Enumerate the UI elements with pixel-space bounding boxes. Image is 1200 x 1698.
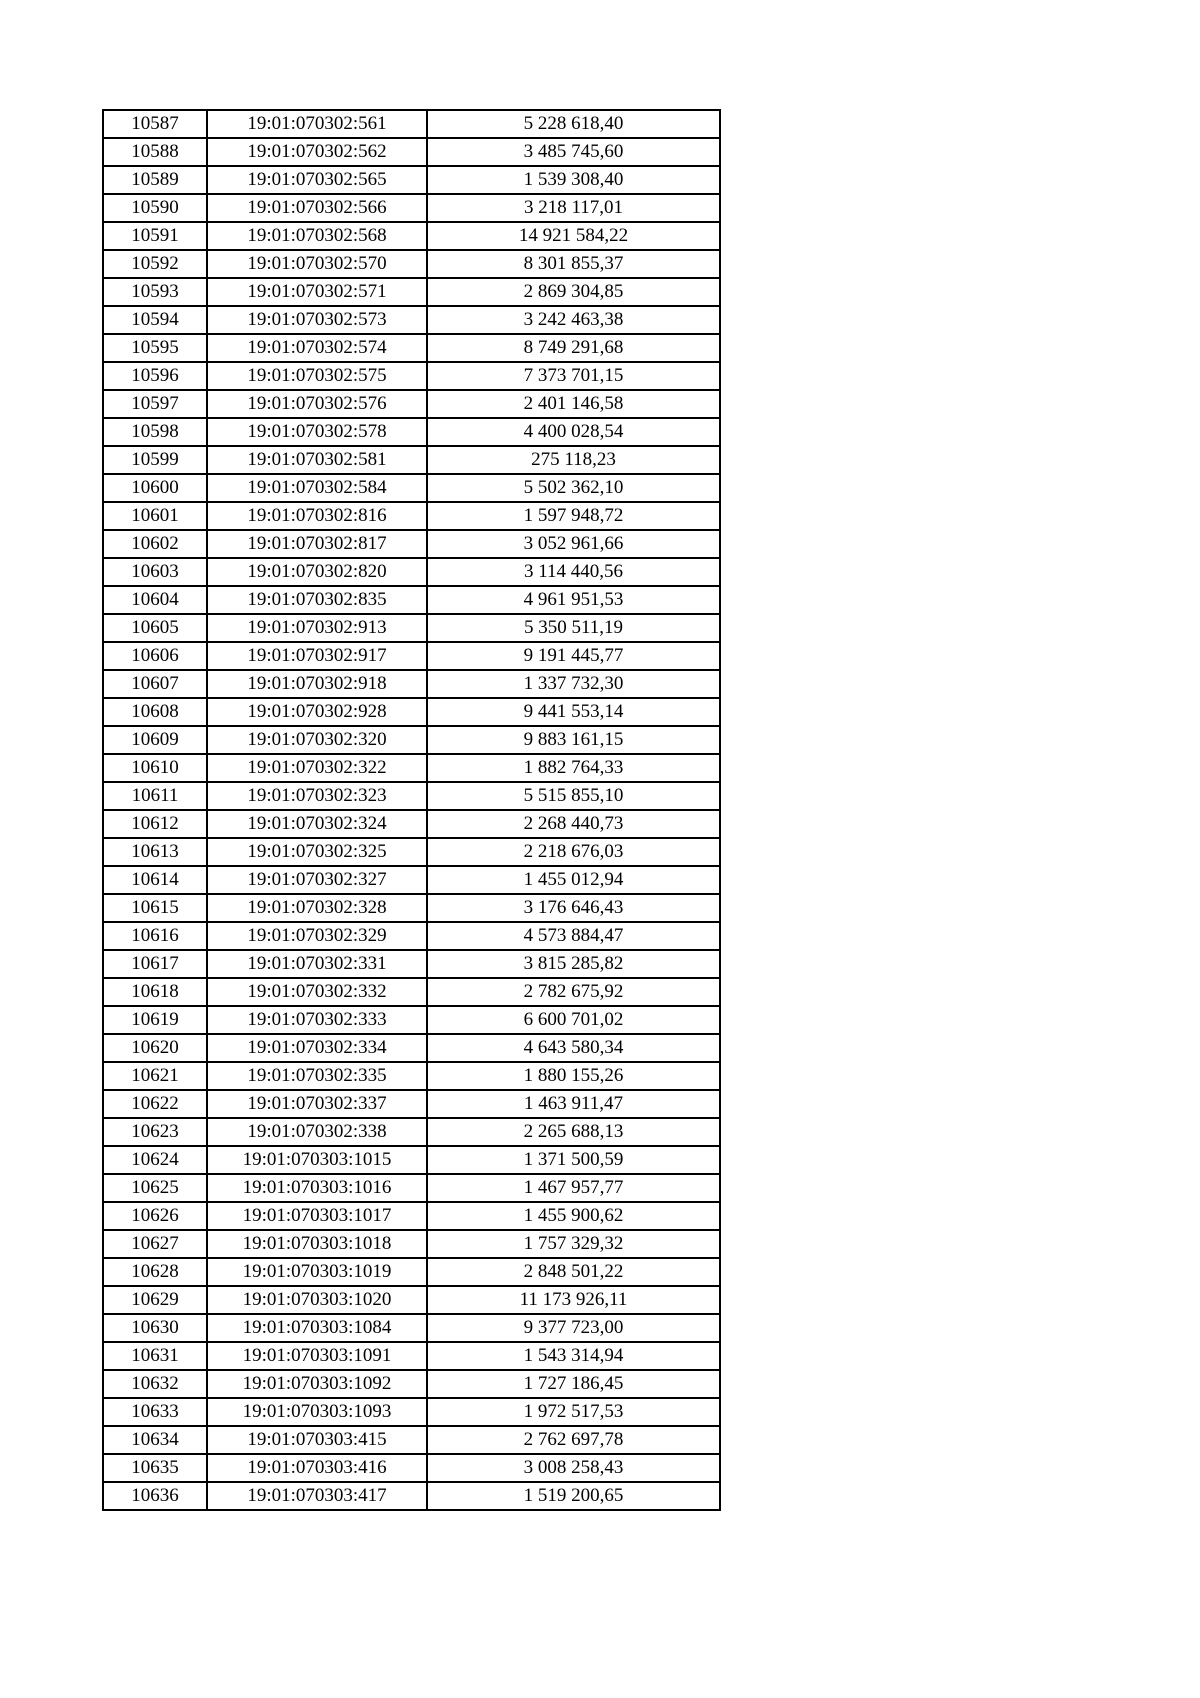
row-number-cell: 10611 [103, 782, 207, 810]
cadastral-value-cell: 1 463 911,47 [427, 1090, 720, 1118]
cadastral-value-cell: 2 782 675,92 [427, 978, 720, 1006]
cadastral-value-cell: 2 268 440,73 [427, 810, 720, 838]
table-row [103, 726, 720, 754]
row-number-cell: 10590 [103, 194, 207, 222]
row-number-cell: 10592 [103, 250, 207, 278]
table-row [103, 922, 720, 950]
table-row [103, 390, 720, 418]
table-row [103, 558, 720, 586]
row-number-cell: 10619 [103, 1006, 207, 1034]
cadastral-number-cell: 19:01:070302:573 [207, 306, 427, 334]
cadastral-value-cell: 1 880 155,26 [427, 1062, 720, 1090]
cadastral-value-cell: 6 600 701,02 [427, 1006, 720, 1034]
table-row [103, 866, 720, 894]
cadastral-number-cell: 19:01:070302:561 [207, 110, 427, 138]
row-number-cell: 10602 [103, 530, 207, 558]
cadastral-number-cell: 19:01:070302:320 [207, 726, 427, 754]
row-number-cell: 10597 [103, 390, 207, 418]
cadastral-number-cell: 19:01:070302:322 [207, 754, 427, 782]
table-row [103, 502, 720, 530]
row-number-cell: 10627 [103, 1230, 207, 1258]
cadastral-value-cell: 8 749 291,68 [427, 334, 720, 362]
table-row [103, 754, 720, 782]
cadastral-value-cell: 3 008 258,43 [427, 1454, 720, 1482]
table-row [103, 1034, 720, 1062]
table-row [103, 978, 720, 1006]
table-row [103, 222, 720, 250]
cadastral-value-cell: 2 762 697,78 [427, 1426, 720, 1454]
cadastral-number-cell: 19:01:070303:415 [207, 1426, 427, 1454]
cadastral-value-cell: 1 455 900,62 [427, 1202, 720, 1230]
cadastral-value-cell: 5 515 855,10 [427, 782, 720, 810]
row-number-cell: 10613 [103, 838, 207, 866]
cadastral-number-cell: 19:01:070302:917 [207, 642, 427, 670]
cadastral-number-cell: 19:01:070302:584 [207, 474, 427, 502]
cadastral-number-cell: 19:01:070303:1020 [207, 1286, 427, 1314]
cadastral-value-cell: 3 242 463,38 [427, 306, 720, 334]
table-row [103, 306, 720, 334]
table-row [103, 586, 720, 614]
table-row [103, 110, 720, 138]
row-number-cell: 10598 [103, 418, 207, 446]
cadastral-value-cell: 4 400 028,54 [427, 418, 720, 446]
row-number-cell: 10610 [103, 754, 207, 782]
cadastral-value-cell: 9 883 161,15 [427, 726, 720, 754]
cadastral-value-table [102, 109, 721, 1511]
table-row [103, 278, 720, 306]
cadastral-value-cell: 2 869 304,85 [427, 278, 720, 306]
table-row [103, 250, 720, 278]
row-number-cell: 10621 [103, 1062, 207, 1090]
table-row [103, 530, 720, 558]
cadastral-value-cell: 5 228 618,40 [427, 110, 720, 138]
row-number-cell: 10589 [103, 166, 207, 194]
cadastral-value-cell: 4 573 884,47 [427, 922, 720, 950]
table-row [103, 1062, 720, 1090]
table-row [103, 614, 720, 642]
cadastral-number-cell: 19:01:070302:928 [207, 698, 427, 726]
cadastral-number-cell: 19:01:070303:416 [207, 1454, 427, 1482]
cadastral-value-cell: 1 467 957,77 [427, 1174, 720, 1202]
cadastral-value-cell: 5 350 511,19 [427, 614, 720, 642]
cadastral-value-cell: 2 848 501,22 [427, 1258, 720, 1286]
row-number-cell: 10633 [103, 1398, 207, 1426]
table-row [103, 1370, 720, 1398]
cadastral-value-cell: 9 191 445,77 [427, 642, 720, 670]
cadastral-value-cell: 3 114 440,56 [427, 558, 720, 586]
cadastral-value-cell: 2 401 146,58 [427, 390, 720, 418]
cadastral-number-cell: 19:01:070302:332 [207, 978, 427, 1006]
cadastral-value-cell: 4 961 951,53 [427, 586, 720, 614]
cadastral-number-cell: 19:01:070302:324 [207, 810, 427, 838]
row-number-cell: 10617 [103, 950, 207, 978]
cadastral-value-cell: 7 373 701,15 [427, 362, 720, 390]
row-number-cell: 10606 [103, 642, 207, 670]
cadastral-value-cell: 1 727 186,45 [427, 1370, 720, 1398]
cadastral-number-cell: 19:01:070302:576 [207, 390, 427, 418]
table-row [103, 446, 720, 474]
table-row [103, 334, 720, 362]
cadastral-number-cell: 19:01:070303:1016 [207, 1174, 427, 1202]
row-number-cell: 10632 [103, 1370, 207, 1398]
row-number-cell: 10626 [103, 1202, 207, 1230]
cadastral-value-cell: 3 485 745,60 [427, 138, 720, 166]
table-row [103, 1090, 720, 1118]
cadastral-number-cell: 19:01:070302:325 [207, 838, 427, 866]
cadastral-number-cell: 19:01:070302:328 [207, 894, 427, 922]
row-number-cell: 10630 [103, 1314, 207, 1342]
cadastral-number-cell: 19:01:070302:337 [207, 1090, 427, 1118]
table-row [103, 1006, 720, 1034]
table-row [103, 894, 720, 922]
table-row [103, 1342, 720, 1370]
table-row [103, 1314, 720, 1342]
cadastral-number-cell: 19:01:070303:417 [207, 1482, 427, 1510]
row-number-cell: 10609 [103, 726, 207, 754]
cadastral-number-cell: 19:01:070302:581 [207, 446, 427, 474]
table-row [103, 474, 720, 502]
cadastral-value-cell: 3 815 285,82 [427, 950, 720, 978]
table-row [103, 810, 720, 838]
row-number-cell: 10620 [103, 1034, 207, 1062]
cadastral-value-cell: 3 176 646,43 [427, 894, 720, 922]
cadastral-number-cell: 19:01:070302:331 [207, 950, 427, 978]
cadastral-number-cell: 19:01:070302:334 [207, 1034, 427, 1062]
row-number-cell: 10618 [103, 978, 207, 1006]
cadastral-number-cell: 19:01:070303:1015 [207, 1146, 427, 1174]
cadastral-value-cell: 2 265 688,13 [427, 1118, 720, 1146]
row-number-cell: 10608 [103, 698, 207, 726]
cadastral-number-cell: 19:01:070302:329 [207, 922, 427, 950]
table-row [103, 670, 720, 698]
row-number-cell: 10625 [103, 1174, 207, 1202]
cadastral-value-cell: 3 218 117,01 [427, 194, 720, 222]
cadastral-number-cell: 19:01:070303:1019 [207, 1258, 427, 1286]
table-row [103, 1426, 720, 1454]
cadastral-number-cell: 19:01:070303:1093 [207, 1398, 427, 1426]
table-row [103, 1258, 720, 1286]
row-number-cell: 10593 [103, 278, 207, 306]
cadastral-number-cell: 19:01:070302:918 [207, 670, 427, 698]
row-number-cell: 10595 [103, 334, 207, 362]
cadastral-value-cell: 275 118,23 [427, 446, 720, 474]
table-row [103, 1174, 720, 1202]
row-number-cell: 10624 [103, 1146, 207, 1174]
row-number-cell: 10635 [103, 1454, 207, 1482]
cadastral-number-cell: 19:01:070302:333 [207, 1006, 427, 1034]
table-row [103, 642, 720, 670]
table-row [103, 1230, 720, 1258]
cadastral-value-cell: 11 173 926,11 [427, 1286, 720, 1314]
table-row [103, 1202, 720, 1230]
row-number-cell: 10612 [103, 810, 207, 838]
cadastral-number-cell: 19:01:070302:562 [207, 138, 427, 166]
cadastral-number-cell: 19:01:070302:323 [207, 782, 427, 810]
row-number-cell: 10594 [103, 306, 207, 334]
table-row [103, 698, 720, 726]
cadastral-number-cell: 19:01:070302:338 [207, 1118, 427, 1146]
cadastral-value-cell: 4 643 580,34 [427, 1034, 720, 1062]
row-number-cell: 10600 [103, 474, 207, 502]
cadastral-value-cell: 1 597 948,72 [427, 502, 720, 530]
cadastral-value-cell: 9 441 553,14 [427, 698, 720, 726]
table-row [103, 1398, 720, 1426]
cadastral-value-cell: 1 882 764,33 [427, 754, 720, 782]
row-number-cell: 10631 [103, 1342, 207, 1370]
cadastral-number-cell: 19:01:070302:578 [207, 418, 427, 446]
cadastral-number-cell: 19:01:070302:913 [207, 614, 427, 642]
table-row [103, 1146, 720, 1174]
cadastral-value-cell: 3 052 961,66 [427, 530, 720, 558]
table-row [103, 1482, 720, 1510]
row-number-cell: 10629 [103, 1286, 207, 1314]
row-number-cell: 10628 [103, 1258, 207, 1286]
cadastral-number-cell: 19:01:070302:835 [207, 586, 427, 614]
table-row [103, 950, 720, 978]
table-row [103, 1118, 720, 1146]
cadastral-number-cell: 19:01:070302:568 [207, 222, 427, 250]
row-number-cell: 10596 [103, 362, 207, 390]
row-number-cell: 10601 [103, 502, 207, 530]
table-row [103, 782, 720, 810]
row-number-cell: 10623 [103, 1118, 207, 1146]
cadastral-number-cell: 19:01:070302:817 [207, 530, 427, 558]
cadastral-value-cell: 1 337 732,30 [427, 670, 720, 698]
cadastral-value-cell: 8 301 855,37 [427, 250, 720, 278]
cadastral-number-cell: 19:01:070302:816 [207, 502, 427, 530]
row-number-cell: 10622 [103, 1090, 207, 1118]
table-row [103, 166, 720, 194]
table-row [103, 838, 720, 866]
cadastral-value-cell: 1 539 308,40 [427, 166, 720, 194]
table-row [103, 418, 720, 446]
cadastral-number-cell: 19:01:070303:1018 [207, 1230, 427, 1258]
cadastral-value-cell: 1 455 012,94 [427, 866, 720, 894]
cadastral-number-cell: 19:01:070302:575 [207, 362, 427, 390]
cadastral-number-cell: 19:01:070303:1092 [207, 1370, 427, 1398]
row-number-cell: 10588 [103, 138, 207, 166]
cadastral-value-cell: 1 519 200,65 [427, 1482, 720, 1510]
table-row [103, 362, 720, 390]
row-number-cell: 10605 [103, 614, 207, 642]
cadastral-value-cell: 14 921 584,22 [427, 222, 720, 250]
cadastral-number-cell: 19:01:070302:335 [207, 1062, 427, 1090]
row-number-cell: 10615 [103, 894, 207, 922]
table-row [103, 194, 720, 222]
cadastral-value-cell: 1 972 517,53 [427, 1398, 720, 1426]
cadastral-value-cell: 1 543 314,94 [427, 1342, 720, 1370]
cadastral-number-cell: 19:01:070302:820 [207, 558, 427, 586]
cadastral-number-cell: 19:01:070302:574 [207, 334, 427, 362]
cadastral-number-cell: 19:01:070303:1017 [207, 1202, 427, 1230]
cadastral-number-cell: 19:01:070302:327 [207, 866, 427, 894]
cadastral-value-cell: 1 371 500,59 [427, 1146, 720, 1174]
table-row [103, 1454, 720, 1482]
cadastral-value-cell: 1 757 329,32 [427, 1230, 720, 1258]
cadastral-value-cell: 5 502 362,10 [427, 474, 720, 502]
cadastral-number-cell: 19:01:070302:566 [207, 194, 427, 222]
row-number-cell: 10591 [103, 222, 207, 250]
table-body [103, 110, 720, 1510]
row-number-cell: 10634 [103, 1426, 207, 1454]
cadastral-value-cell: 2 218 676,03 [427, 838, 720, 866]
row-number-cell: 10614 [103, 866, 207, 894]
cadastral-number-cell: 19:01:070302:571 [207, 278, 427, 306]
table-row [103, 1286, 720, 1314]
row-number-cell: 10599 [103, 446, 207, 474]
row-number-cell: 10636 [103, 1482, 207, 1510]
cadastral-value-cell: 9 377 723,00 [427, 1314, 720, 1342]
row-number-cell: 10603 [103, 558, 207, 586]
cadastral-number-cell: 19:01:070302:565 [207, 166, 427, 194]
table-row [103, 138, 720, 166]
row-number-cell: 10604 [103, 586, 207, 614]
cadastral-number-cell: 19:01:070303:1091 [207, 1342, 427, 1370]
row-number-cell: 10616 [103, 922, 207, 950]
cadastral-number-cell: 19:01:070303:1084 [207, 1314, 427, 1342]
row-number-cell: 10587 [103, 110, 207, 138]
row-number-cell: 10607 [103, 670, 207, 698]
cadastral-number-cell: 19:01:070302:570 [207, 250, 427, 278]
